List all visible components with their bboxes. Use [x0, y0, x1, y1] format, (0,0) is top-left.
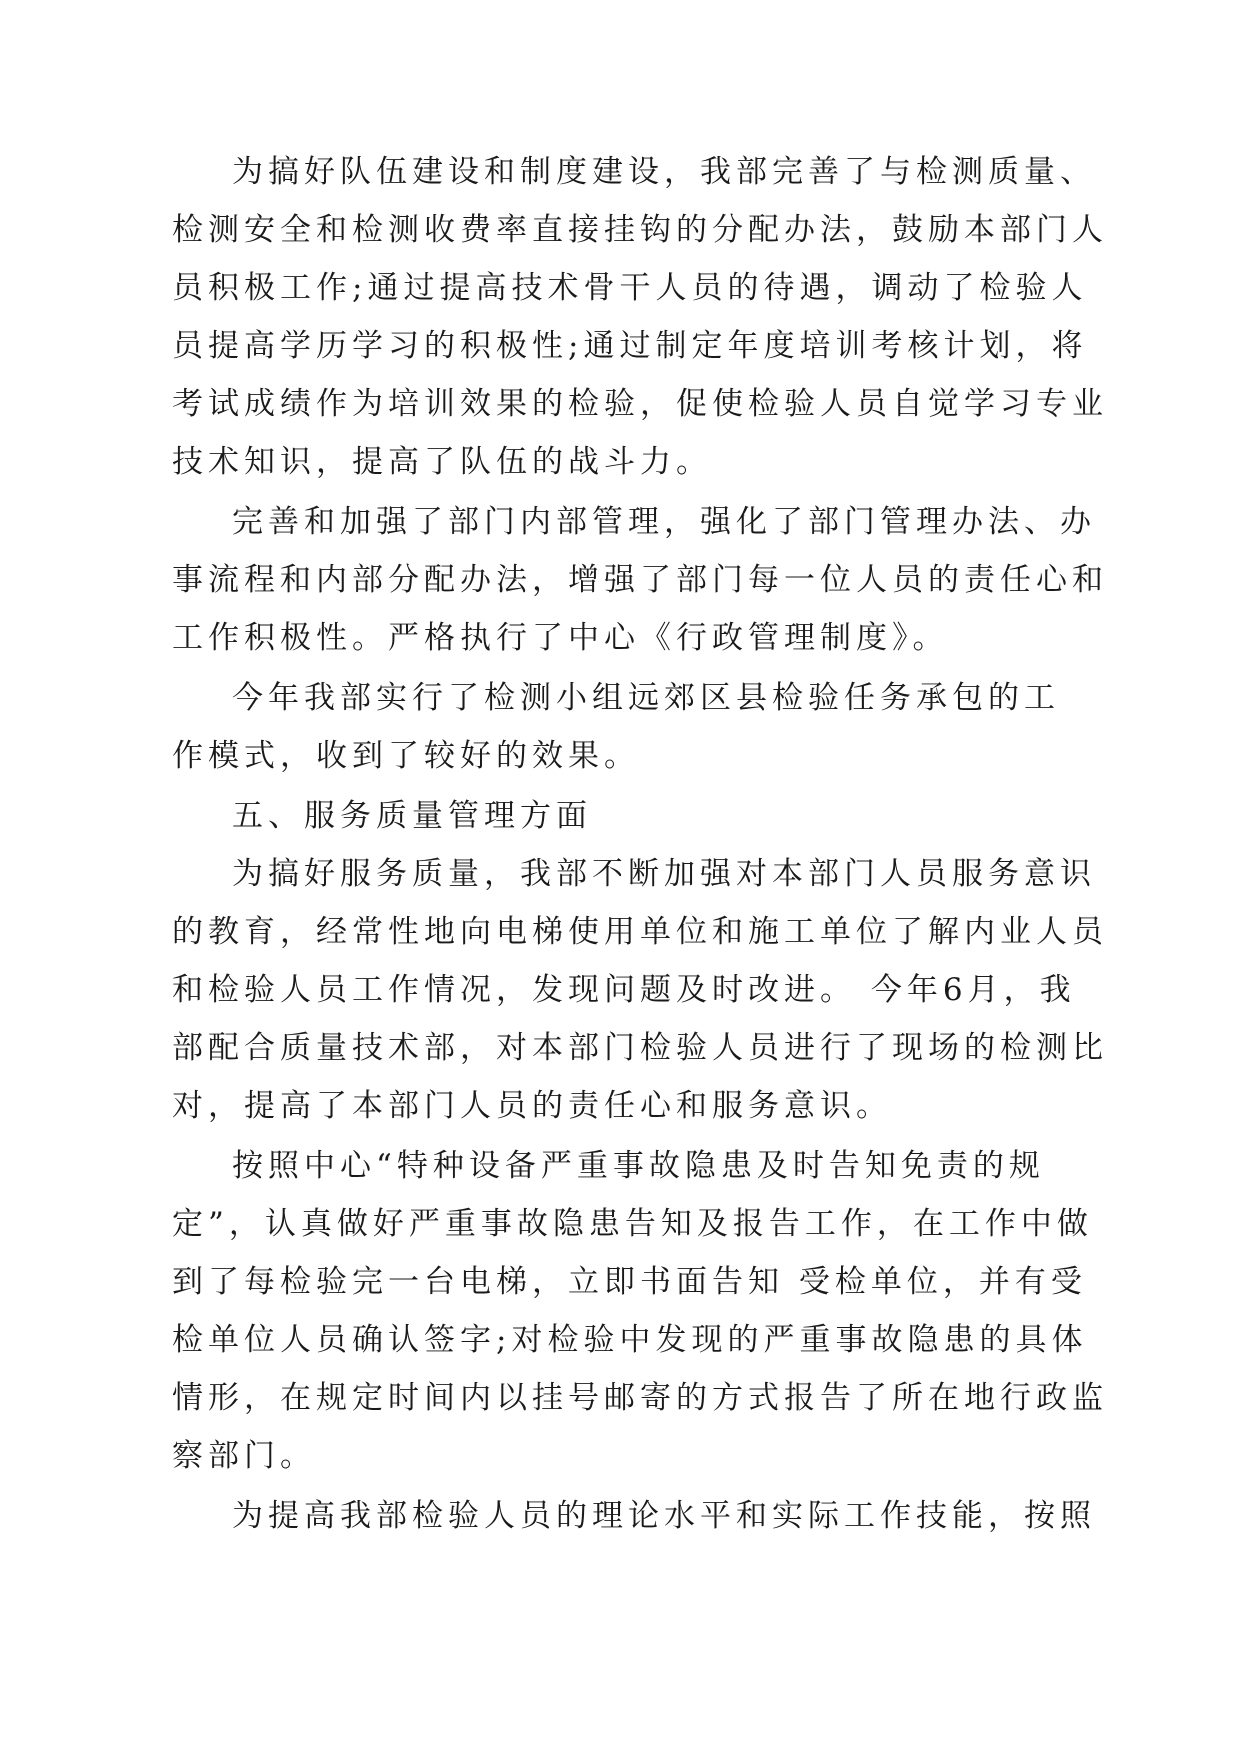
- paragraph-2-line-2: 事流程和内部分配办法，增强了部门每一位人员的责任心和: [172, 562, 1108, 598]
- paragraph-4-line-5: 对，提高了本部门人员的责任心和服务意识。: [172, 1088, 892, 1124]
- paragraph-1-line-4: 员提高学历学习的积极性;通过制定年度培训考核计划，将: [172, 328, 1088, 364]
- paragraph-1-line-3: 员积极工作;通过提高技术骨干人员的待遇，调动了检验人: [172, 270, 1088, 306]
- paragraph-5-line-1: 按照中心“特种设备严重事故隐患及时告知免责的规: [232, 1148, 1045, 1184]
- paragraph-2-line-3: 工作积极性。严格执行了中心《行政管理制度》。: [172, 620, 949, 656]
- paragraph-5-line-3: 到了每检验完一台电梯，立即书面告知 受检单位，并有受: [172, 1264, 1087, 1300]
- paragraph-2-line-1: 完善和加强了部门内部管理，强化了部门管理办法、办: [232, 504, 1096, 540]
- section-heading: 五、服务质量管理方面: [232, 798, 592, 834]
- paragraph-1-line-6: 技术知识，提高了队伍的战斗力。: [172, 444, 712, 480]
- paragraph-1-line-1: 为搞好队伍建设和制度建设，我部完善了与检测质量、: [232, 154, 1096, 190]
- paragraph-6-line-1: 为提高我部检验人员的理论水平和实际工作技能，按照: [232, 1498, 1096, 1534]
- paragraph-4-line-3: 和检验人员工作情况，发现问题及时改进。 今年6月，我: [172, 972, 1076, 1008]
- paragraph-5-line-2: 定”，认真做好严重事故隐患告知及报告工作，在工作中做: [172, 1206, 1093, 1242]
- paragraph-5-line-4: 检单位人员确认签字;对检验中发现的严重事故隐患的具体: [172, 1322, 1088, 1358]
- paragraph-4-line-4: 部配合质量技术部，对本部门检验人员进行了现场的检测比: [172, 1030, 1108, 1066]
- paragraph-3-line-1: 今年我部实行了检测小组远郊区县检验任务承包的工: [232, 680, 1060, 716]
- paragraph-4-line-1: 为搞好服务质量，我部不断加强对本部门人员服务意识: [232, 856, 1096, 892]
- paragraph-5-line-6: 察部门。: [172, 1438, 316, 1474]
- paragraph-1-line-5: 考试成绩作为培训效果的检验，促使检验人员自觉学习专业: [172, 386, 1108, 422]
- paragraph-4-line-2: 的教育，经常性地向电梯使用单位和施工单位了解内业人员: [172, 914, 1108, 950]
- paragraph-1-line-2: 检测安全和检测收费率直接挂钩的分配办法，鼓励本部门人: [172, 212, 1108, 248]
- paragraph-3-line-2: 作模式，收到了较好的效果。: [172, 738, 640, 774]
- paragraph-5-line-5: 情形，在规定时间内以挂号邮寄的方式报告了所在地行政监: [172, 1380, 1108, 1416]
